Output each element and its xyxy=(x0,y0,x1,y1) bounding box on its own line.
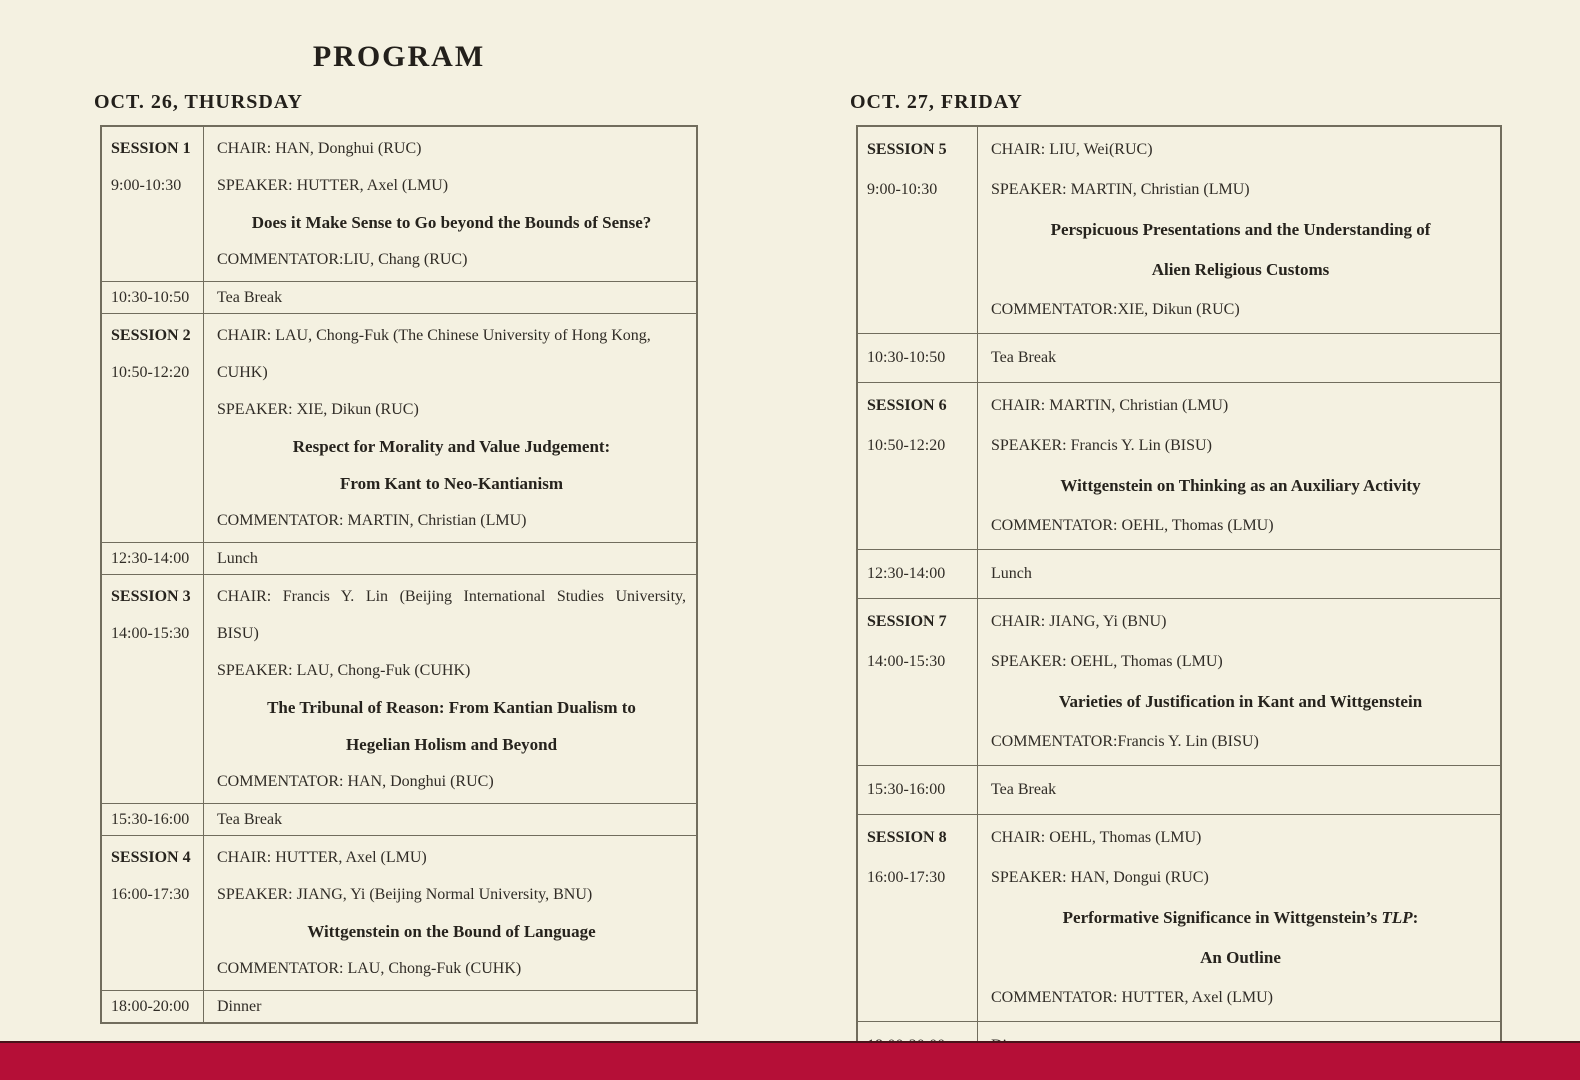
session-row xyxy=(857,815,1501,1022)
session-label: SESSION 7 xyxy=(867,613,947,630)
program-table-friday xyxy=(856,125,1502,1072)
session-row xyxy=(101,575,697,804)
talk-title-line: Wittgenstein on Thinking as an Auxiliary Activity xyxy=(1060,476,1421,495)
session-detail-line: BISU) xyxy=(217,625,259,642)
session-time-cell xyxy=(101,575,204,804)
break-time: 12:30-14:00 xyxy=(867,565,946,582)
session-label: SESSION 8 xyxy=(867,829,947,846)
session-time: 10:50-12:20 xyxy=(111,364,190,381)
session-detail-line: SPEAKER: LAU, Chong-Fuk (CUHK) xyxy=(217,662,471,679)
session-time-cell xyxy=(101,836,204,991)
break-time-cell xyxy=(101,282,204,314)
session-detail-line: CUHK) xyxy=(217,364,268,381)
talk-title-line: Hegelian Holism and Beyond xyxy=(345,735,558,754)
session-detail-line: CHAIR: OEHL, Thomas (LMU) xyxy=(991,829,1202,846)
talk-title-line xyxy=(991,898,1490,938)
session-row xyxy=(101,126,697,282)
session-label: SESSION 3 xyxy=(111,588,191,605)
break-label: Tea Break xyxy=(991,781,1057,798)
session-detail-line: CHAIR: Francis Y. Lin (Beijing International Studies University, xyxy=(217,588,686,605)
break-time-cell xyxy=(101,543,204,575)
session-detail-line: SPEAKER: OEHL, Thomas (LMU) xyxy=(991,653,1223,670)
session-row xyxy=(857,599,1501,766)
day-heading-thursday: OCT. 26, THURSDAY xyxy=(94,91,303,113)
session-detail-line: COMMENTATOR: MARTIN, Christian (LMU) xyxy=(217,512,527,529)
talk-title-line: An Outline xyxy=(1200,948,1281,967)
session-detail-line: SPEAKER: HUTTER, Axel (LMU) xyxy=(217,177,449,194)
italic-title-segment: TLP xyxy=(1381,908,1413,927)
break-time-cell xyxy=(857,550,978,599)
break-time-cell xyxy=(857,766,978,815)
day-column-thursday xyxy=(94,0,698,1072)
session-detail-line: COMMENTATOR:XIE, Dikun (RUC) xyxy=(991,301,1240,318)
session-row xyxy=(857,126,1501,334)
break-row xyxy=(857,766,1501,815)
session-label: SESSION 6 xyxy=(867,397,947,414)
break-label: Dinner xyxy=(217,998,262,1015)
break-time: 15:30-16:00 xyxy=(867,781,946,798)
session-detail-line: CHAIR: JIANG, Yi (BNU) xyxy=(991,613,1167,630)
break-label: Tea Break xyxy=(991,349,1057,366)
session-detail-line: SPEAKER: JIANG, Yi (Beijing Normal University, BNU) xyxy=(217,886,593,903)
break-label-cell xyxy=(204,282,698,314)
session-detail-line: SPEAKER: XIE, Dikun (RUC) xyxy=(217,401,419,418)
title-segment: Performative Significance in Wittgenstein’s xyxy=(1062,908,1382,927)
break-time: 10:30-10:50 xyxy=(111,289,190,306)
program-table-thursday xyxy=(100,125,698,1024)
talk-title-line: From Kant to Neo-Kantianism xyxy=(339,474,564,493)
session-detail-cell xyxy=(978,126,1502,334)
session-detail-cell xyxy=(204,126,698,282)
session-detail-line: SPEAKER: MARTIN, Christian (LMU) xyxy=(991,181,1250,198)
session-detail-line: CHAIR: LAU, Chong-Fuk (The Chinese University of Hong Kong, xyxy=(217,327,651,344)
break-time: 12:30-14:00 xyxy=(111,550,190,567)
day-heading-friday: OCT. 27, FRIDAY xyxy=(850,91,1023,113)
session-detail-line: CHAIR: LIU, Wei(RUC) xyxy=(991,141,1153,158)
session-time-cell xyxy=(857,383,978,550)
session-detail-line: SPEAKER: Francis Y. Lin (BISU) xyxy=(991,437,1212,454)
break-row xyxy=(101,282,697,314)
talk-title-line: Does it Make Sense to Go beyond the Bounds of Sense? xyxy=(251,213,652,232)
break-time-cell xyxy=(101,804,204,836)
break-label: Lunch xyxy=(217,550,258,567)
break-label-cell xyxy=(204,543,698,575)
session-detail-cell xyxy=(204,314,698,543)
break-time-cell xyxy=(857,334,978,383)
session-detail-line: COMMENTATOR:Francis Y. Lin (BISU) xyxy=(991,733,1259,750)
break-label-cell xyxy=(978,334,1502,383)
break-label-cell xyxy=(978,766,1502,815)
session-detail-line: COMMENTATOR: HAN, Donghui (RUC) xyxy=(217,773,494,790)
break-label: Tea Break xyxy=(217,289,283,306)
break-label-cell xyxy=(204,991,698,1024)
session-time-cell xyxy=(857,126,978,334)
talk-title-line: Alien Religious Customs xyxy=(1151,260,1330,279)
session-detail-line: CHAIR: HAN, Donghui (RUC) xyxy=(217,140,422,157)
session-time-cell xyxy=(101,314,204,543)
session-time: 9:00-10:30 xyxy=(111,177,182,194)
program-table-body xyxy=(101,126,697,1023)
session-time: 9:00-10:30 xyxy=(867,181,938,198)
session-time: 10:50-12:20 xyxy=(867,437,946,454)
talk-title-line: Wittgenstein on the Bound of Language xyxy=(307,922,596,941)
session-time-cell xyxy=(857,815,978,1022)
session-detail-cell xyxy=(978,815,1502,1022)
break-time: 10:30-10:50 xyxy=(867,349,946,366)
session-detail-line: COMMENTATOR: LAU, Chong-Fuk (CUHK) xyxy=(217,960,522,977)
break-time: 18:00-20:00 xyxy=(111,998,190,1015)
break-row xyxy=(857,334,1501,383)
session-detail-line: CHAIR: MARTIN, Christian (LMU) xyxy=(991,397,1229,414)
break-label: Tea Break xyxy=(217,811,283,828)
session-row xyxy=(101,314,697,543)
session-time: 16:00-17:30 xyxy=(867,869,946,886)
day-column-friday xyxy=(850,0,1502,1072)
session-detail-cell xyxy=(978,599,1502,766)
session-detail-line: COMMENTATOR:LIU, Chang (RUC) xyxy=(217,251,468,268)
title-spacer xyxy=(856,0,1502,90)
session-time: 14:00-15:30 xyxy=(111,625,190,642)
break-row xyxy=(857,550,1501,599)
break-row xyxy=(101,804,697,836)
session-detail-cell xyxy=(978,383,1502,550)
session-detail-line: COMMENTATOR: OEHL, Thomas (LMU) xyxy=(991,517,1274,534)
program-table-body xyxy=(857,126,1501,1071)
session-detail-line: CHAIR: HUTTER, Axel (LMU) xyxy=(217,849,427,866)
session-row xyxy=(857,383,1501,550)
session-time-cell xyxy=(857,599,978,766)
session-time: 16:00-17:30 xyxy=(111,886,190,903)
break-row xyxy=(101,543,697,575)
talk-title-line: The Tribunal of Reason: From Kantian Dualism to xyxy=(267,698,636,717)
session-label: SESSION 4 xyxy=(111,849,191,866)
break-time: 15:30-16:00 xyxy=(111,811,190,828)
break-row xyxy=(101,991,697,1024)
talk-title-line: Perspicuous Presentations and the Understanding of xyxy=(1050,220,1431,239)
break-time-cell xyxy=(101,991,204,1024)
talk-title-line: Respect for Morality and Value Judgement: xyxy=(292,437,611,456)
talk-title-line: Varieties of Justification in Kant and Wittgenstein xyxy=(1058,692,1423,711)
break-label-cell xyxy=(978,550,1502,599)
session-row xyxy=(101,836,697,991)
session-time: 14:00-15:30 xyxy=(867,653,946,670)
break-label-cell xyxy=(204,804,698,836)
session-detail-cell xyxy=(204,836,698,991)
session-detail-cell xyxy=(204,575,698,804)
session-label: SESSION 2 xyxy=(111,327,191,344)
session-label: SESSION 5 xyxy=(867,141,947,158)
session-label: SESSION 1 xyxy=(111,140,191,157)
session-detail-line: COMMENTATOR: HUTTER, Axel (LMU) xyxy=(991,989,1273,1006)
session-detail-line: SPEAKER: HAN, Dongui (RUC) xyxy=(991,869,1209,886)
footer-red-band xyxy=(0,1041,1580,1080)
break-label: Lunch xyxy=(991,565,1032,582)
page-title: PROGRAM xyxy=(312,40,486,73)
title-segment: : xyxy=(1412,908,1419,927)
session-time-cell xyxy=(101,126,204,282)
